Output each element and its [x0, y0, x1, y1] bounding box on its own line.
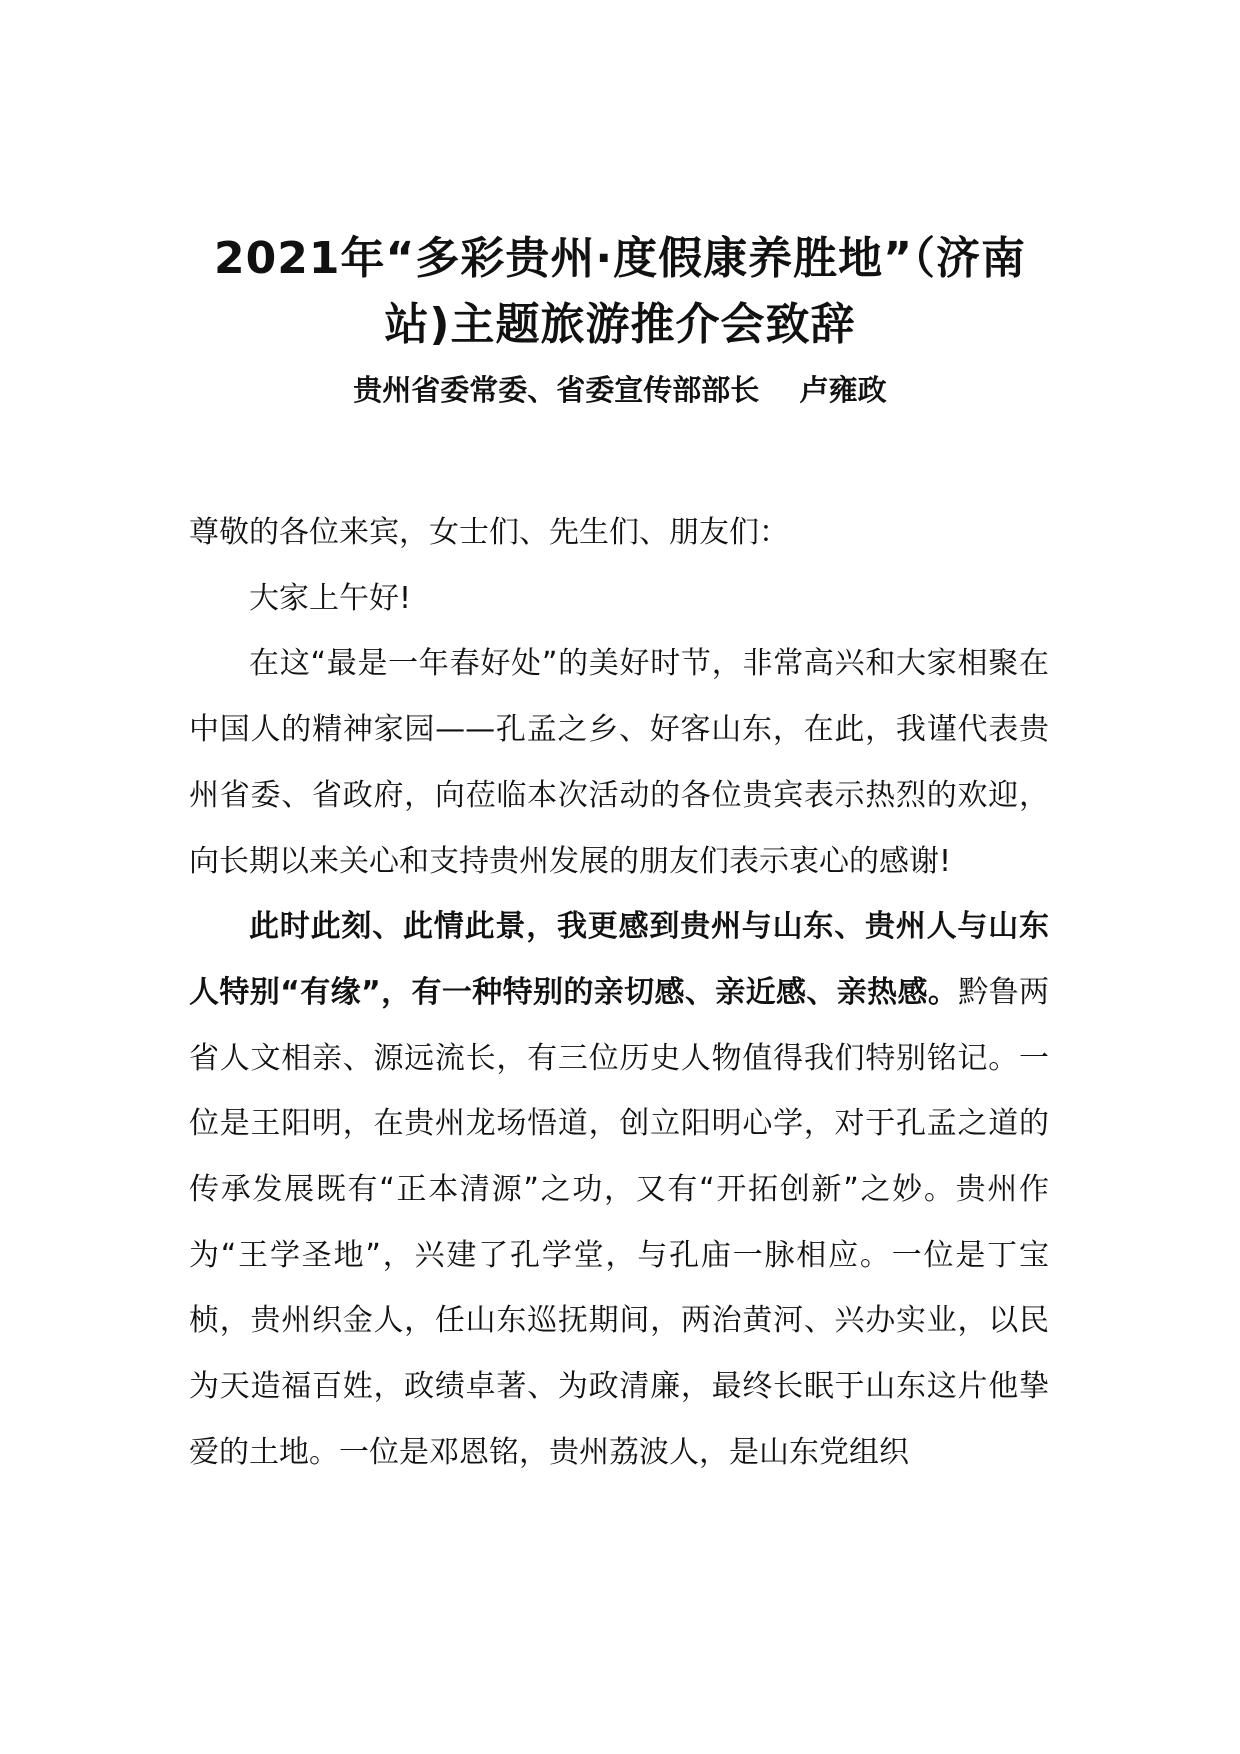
paragraph-2-text: 黔鲁两省人文相亲、源远流长，有三位历史人物值得我们特别铭记。一位是王阳明，在贵州龙场悟道，创立阳明心学，对于孔孟之道的传承发展既有“正本清源”之功，又有“开拓创新”之妙。贵州作为“王学圣地”，兴建了孔学堂，与孔庙一脉相应。一位是丁宝桢，贵州织金人，任山东巡抚期间，两治黄河、兴办实业，以民为天造福百姓，政绩卓著、为政清廉，最终长眠于山东这片他挚爱的土地。一位是邓恩铭，贵州荔波人，是山东党组织	[189, 974, 1050, 1470]
speech-body	[189, 500, 1049, 1486]
paragraph-2-bold-lead: 此时此刻、此情此景，我更感到贵州与山东、贵州人与山东人特别“有缘”，有一种特别的亲切感、亲近感、亲热感。	[189, 909, 1049, 1010]
salutation: 尊敬的各位来宾，女士们、先生们、朋友们：	[189, 515, 789, 550]
paragraph-2	[189, 894, 1049, 1485]
paragraph-1: 在这“最是一年春好处”的美好时节，非常高兴和大家相聚在中国人的精神家园——孔孟之乡、好客山东，在此，我谨代表贵州省委、省政府，向莅临本次活动的各位贵宾表示热烈的欢迎，向长期以来关心和支持贵州发展的朋友们表示衷心的感谢!	[189, 646, 1049, 879]
author-byline: 贵州省委常委、省委宣传部部长 卢雍政	[353, 373, 887, 407]
title-line-2: 站)主题旅游推介会致辞	[384, 299, 856, 350]
title-line-1: 2021年“多彩贵州·度假康养胜地”（济南	[213, 233, 1026, 284]
greeting: 大家上午好!	[249, 580, 412, 616]
document-title	[180, 226, 1060, 358]
